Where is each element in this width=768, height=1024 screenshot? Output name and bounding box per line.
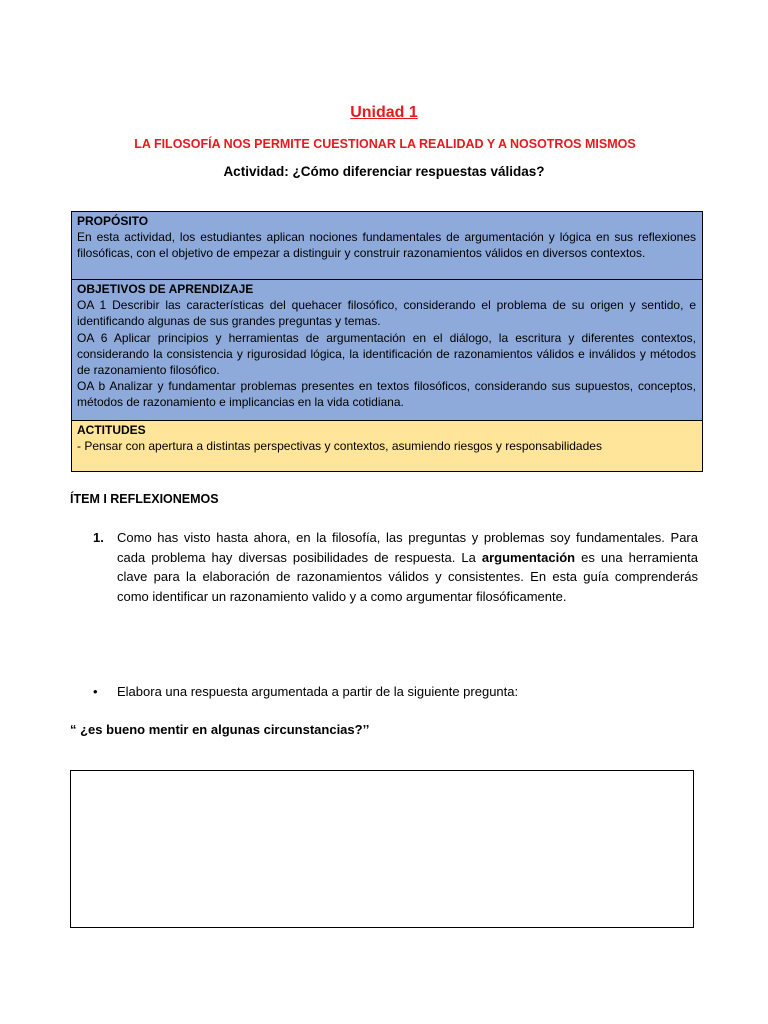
bullet-text: Elabora una respuesta argumentada a partir de la siguiente pregunta: — [117, 684, 519, 699]
info-table — [71, 211, 703, 472]
section-heading: ÍTEM I REFLEXIONEMOS — [70, 492, 219, 506]
proposito-heading: PROPÓSITO — [77, 214, 149, 228]
actitudes-row — [72, 421, 702, 471]
bullet-icon: • — [93, 684, 98, 699]
list-number: 1. — [93, 530, 104, 545]
answer-box[interactable] — [70, 770, 694, 928]
question-text: “ ¿es bueno mentir en algunas circunstancias?’’ — [70, 722, 370, 737]
proposito-text: En esta actividad, los estudiantes aplican nociones fundamentales de argumentación y lógica en sus reflexiones filosóficas, con el objetivo de empezar a distinguir y construir razonamientos válidos en diversos contextos. — [77, 230, 696, 261]
activity-title: Actividad: ¿Cómo diferenciar respuestas válidas? — [223, 164, 545, 179]
item-text-after: es una herramienta clave para la elaboración de razonamientos válidos y consistentes. En esta guía comprenderás como identificar un razonamiento valido y a como argumentar filosóficamente. — [117, 549, 698, 604]
actitudes-heading: ACTITUDES — [77, 423, 146, 437]
actitudes-text: - Pensar con apertura a distintas perspectivas y contextos, asumiendo riesgos y responsabilidades — [77, 439, 602, 454]
objetivos-row — [72, 280, 702, 421]
objetivo-oa6: OA 6 Aplicar principios y herramientas de argumentación en el diálogo, la escritura y diferentes contextos, considerando la consistencia y rigurosidad lógica, la identificación de razonamientos válidos e inválidos y métodos de razonamiento filosófico. — [77, 330, 696, 378]
unit-title: Unidad 1 — [350, 104, 418, 121]
list-item-text — [117, 528, 698, 606]
list-item-1 — [93, 528, 698, 606]
item-bold-word: argumentación — [481, 549, 576, 565]
main-title: LA FILOSOFÍA NOS PERMITE CUESTIONAR LA REALIDAD Y A NOSOTROS MISMOS — [134, 137, 636, 151]
objetivos-heading: OBJETIVOS DE APRENDIZAJE — [77, 282, 254, 296]
proposito-row — [72, 212, 702, 280]
item-text-before: Como has visto hasta ahora, en la filosofía, las preguntas y problemas soy fundamentales. Para cada problema hay diversas posibilidades de respuesta. La — [117, 530, 698, 565]
objetivo-oa1: OA 1 Describir las características del quehacer filosófico, considerando el problema de su origen y sentido, e identificando algunas de sus grandes preguntas y temas. — [77, 298, 696, 329]
bullet-item — [93, 684, 698, 699]
objetivo-oab: OA b Analizar y fundamentar problemas presentes en textos filosóficos, considerando sus supuestos, conceptos, métodos de razonamiento e implicancias en la vida cotidiana. — [77, 379, 696, 410]
